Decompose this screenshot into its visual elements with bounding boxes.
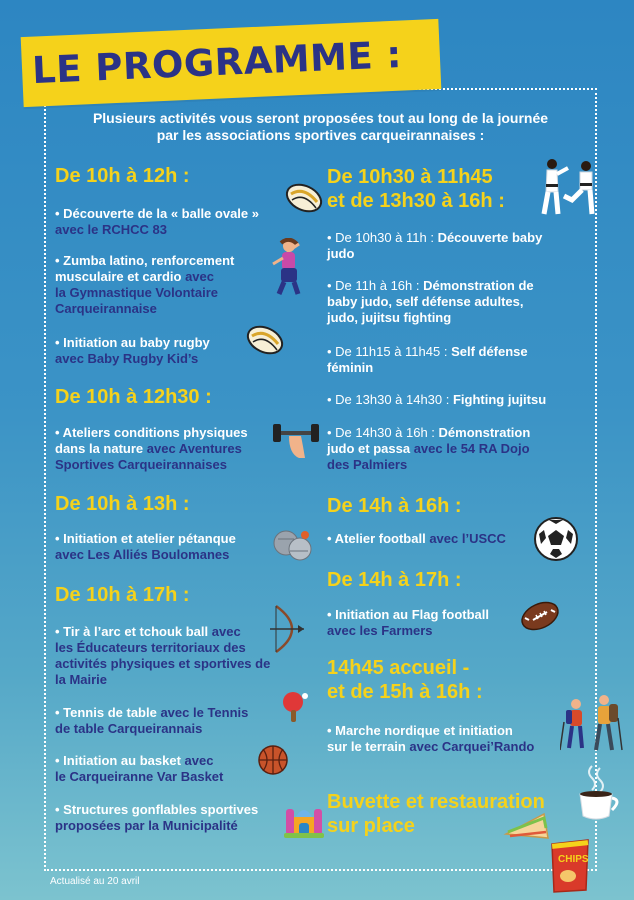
heading-10h-13h: De 10h à 13h : bbox=[55, 493, 190, 515]
list-item-balle-ovale: • Découverte de la « balle ovale » avec le RCHCC 83 bbox=[55, 206, 259, 237]
list-item-marche-nordique: • Marche nordique et initiation sur le terrain avec Carquei’Rando bbox=[327, 723, 535, 754]
list-item-petanque: • Initiation et atelier pétanque avec Les Alliés Boulomanes bbox=[55, 531, 236, 562]
heading-14h45-accueil: 14h45 accueil - et de 15h à 16h : bbox=[327, 657, 483, 703]
heading-buvette: Buvette et restauration sur place bbox=[327, 791, 545, 837]
heading-10h30-11h45: De 10h30 à 11h45 et de 13h30 à 16h : bbox=[327, 166, 505, 212]
zumba-dancer-icon bbox=[267, 238, 307, 296]
list-item-tennis-table: • Tennis de table avec le Tennis de table Carqueirannais bbox=[55, 705, 249, 736]
heading-10h-17h: De 10h à 17h : bbox=[55, 584, 190, 606]
heading-14h-16h: De 14h à 16h : bbox=[327, 495, 462, 517]
list-item-flag-football: • Initiation au Flag football avec les Farmers bbox=[327, 607, 489, 638]
list-item-conditions-physiques: • Ateliers conditions physiques dans la nature avec Aventures Sportives Carqueirannaises bbox=[55, 425, 248, 472]
dumbbell-icon bbox=[271, 420, 323, 460]
list-item-football: • Atelier football avec l’USCC bbox=[327, 531, 506, 546]
list-item-basket: • Initiation au basket avec le Carqueiranne Var Basket bbox=[55, 753, 224, 784]
sandwich-icon bbox=[502, 808, 552, 844]
basketball-icon bbox=[257, 744, 289, 776]
list-item-demonstration-judo: • De 11h à 16h : Démonstration de baby judo, self défense adultes, judo, jujitsu fighting bbox=[327, 278, 534, 325]
judo-fighters-icon bbox=[538, 156, 602, 218]
intro-text: Plusieurs activités vous seront proposées tout au long de la journée par les associations sportives carqueirannaises : bbox=[92, 110, 549, 143]
rugby-ball-icon bbox=[244, 322, 286, 358]
list-item-zumba: • Zumba latino, renforcement musculaire et cardio avec la Gymnastique Volontaire Carqueirannaise bbox=[55, 253, 235, 316]
soccer-ball-icon bbox=[533, 516, 579, 562]
coffee-cup-icon bbox=[574, 764, 622, 822]
footer-update-date: Actualisé au 20 avril bbox=[50, 876, 140, 887]
list-item-self-defense: • De 11h15 à 11h45 : Self défense féminin bbox=[327, 344, 528, 375]
bouncy-castle-icon bbox=[284, 799, 324, 839]
rugby-ball-icon bbox=[284, 180, 324, 216]
ping-pong-icon bbox=[280, 690, 310, 724]
petanque-balls-icon bbox=[272, 527, 312, 563]
heading-14h-17h: De 14h à 17h : bbox=[327, 569, 462, 591]
heading-10h-12h30: De 10h à 12h30 : bbox=[55, 386, 212, 408]
list-item-judo-passa: • De 14h30 à 16h : Démonstration judo et passa avec le 54 RA Dojo des Palmiers bbox=[327, 425, 531, 472]
american-football-icon bbox=[519, 598, 561, 634]
chips-bag-icon bbox=[546, 836, 594, 894]
list-item-fighting-jujitsu: • De 13h30 à 14h30 : Fighting jujitsu bbox=[327, 392, 547, 407]
heading-10h-12h: De 10h à 12h : bbox=[55, 165, 190, 187]
hikers-icon bbox=[560, 692, 626, 756]
list-item-structures-gonflables: • Structures gonflables sportives proposées par la Municipalité bbox=[55, 802, 259, 833]
archery-bow-icon bbox=[268, 604, 308, 654]
chips-label: CHIPS bbox=[558, 854, 589, 865]
list-item-baby-rugby: • Initiation au baby rugby avec Baby Rugby Kid’s bbox=[55, 335, 210, 366]
page-title: LE PROGRAMME : bbox=[31, 33, 403, 93]
list-item-tir-arc: • Tir à l’arc et tchouk ball avec les Éducateurs territoriaux des activités physiques et sportives de la Mairie bbox=[55, 624, 271, 687]
list-item-baby-judo: • De 10h30 à 11h : Découverte baby judo bbox=[327, 230, 543, 261]
